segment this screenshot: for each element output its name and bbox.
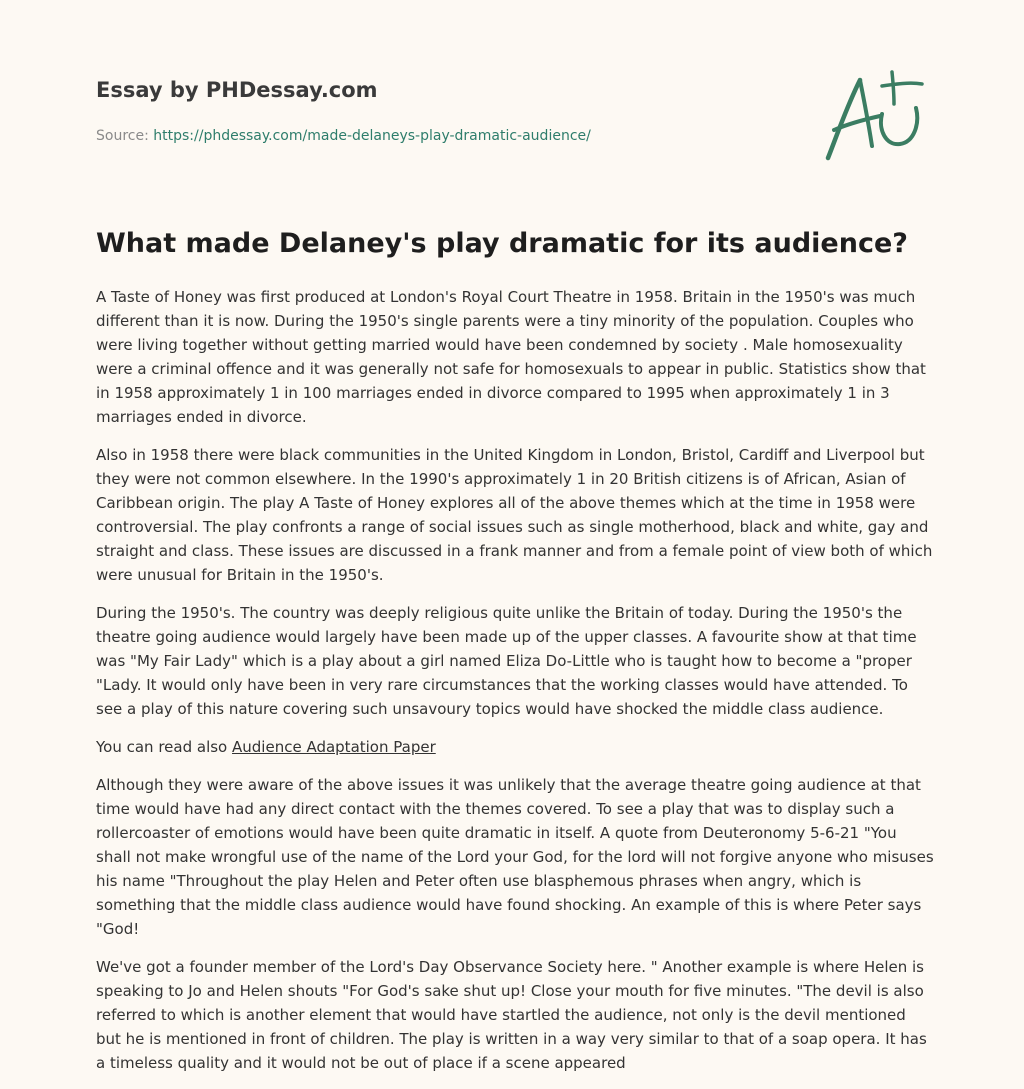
site-brand: Essay by PHDessay.com — [96, 78, 378, 102]
article-paragraph: Although they were aware of the above issues it was unlikely that the average theatre going audience at that time would have had any direct contact with the themes covered. To see a play that was to display such a rollercoaster of emotions would have been quite dramatic in itself. A quote from Deuteronomy 5-6-21 "You shall not make wrongful use of the name of the Lord your God, for the lord will not forgive anyone who misuses his name "Throughout the play Helen and Peter often use blasphemous phrases when angry, which is something that the middle class audience would have found shocking. An example of this is where Peter says "God! — [96, 776, 934, 938]
source-link[interactable]: https://phdessay.com/made-delaneys-play-dramatic-audience/ — [153, 128, 591, 144]
article-paragraph: We've got a founder member of the Lord's Day Observance Society here. " Another example is where Helen is speaking to Jo and Helen shouts "For God's sake shut up! Close your mouth for five minutes. "The devil is also referred to which is another element that would have startled the audience, not only is the devil mentioned but he is mentioned in front of children. The play is written in a way very similar to that of a soap opera. It has a timeless quality and it would not be out of place if a scene appeared — [96, 958, 927, 1072]
article-title: What made Delaney's play dramatic for its audience? — [96, 228, 908, 259]
article-body — [96, 285, 934, 1089]
article-paragraph: A Taste of Honey was first produced at London's Royal Court Theatre in 1958. Britain in the 1950's was much different than it is now. During the 1950's single parents were a tiny minority of the population. Couples who were living together without getting married would have been condemned by society . Male homosexuality were a criminal offence and it was generally not safe for homosexuals to appear in public. Statistics show that in 1958 approximately 1 in 100 marriages ended in divorce compared to 1995 when approximately 1 in 3 marriages ended in divorce. — [96, 288, 926, 426]
source-line — [96, 126, 796, 146]
read-also-line — [96, 735, 934, 759]
read-also-link[interactable]: Audience Adaptation Paper — [232, 738, 436, 756]
read-also-prefix: You can read also — [96, 738, 233, 756]
source-label: Source: — [96, 128, 154, 144]
page-header — [96, 76, 796, 146]
article-paragraph: During the 1950's. The country was deeply religious quite unlike the Britain of today. During the 1950's the theatre going audience would largely have been made up of the upper classes. A favourite show at that time was "My Fair Lady" which is a play about a girl named Eliza Do-Little who is taught how to become a "proper "Lady. It would only have been in very rare circumstances that the working classes would have attended. To see a play of this nature covering such unsavoury topics would have shocked the middle class audience. — [96, 604, 917, 718]
article-paragraph: Also in 1958 there were black communities in the United Kingdom in London, Bristol, Cardiff and Liverpool but they were not common elsewhere. In the 1990's approximately 1 in 20 British citizens is of African, Asian of Caribbean origin. The play A Taste of Honey explores all of the above themes which at the time in 1958 were controversial. The play confronts a range of social issues such as single motherhood, black and white, gay and straight and class. These issues are discussed in a frank manner and from a female point of view both of which were unusual for Britain in the 1950's. — [96, 446, 933, 584]
a-plus-logo-icon — [822, 68, 926, 164]
